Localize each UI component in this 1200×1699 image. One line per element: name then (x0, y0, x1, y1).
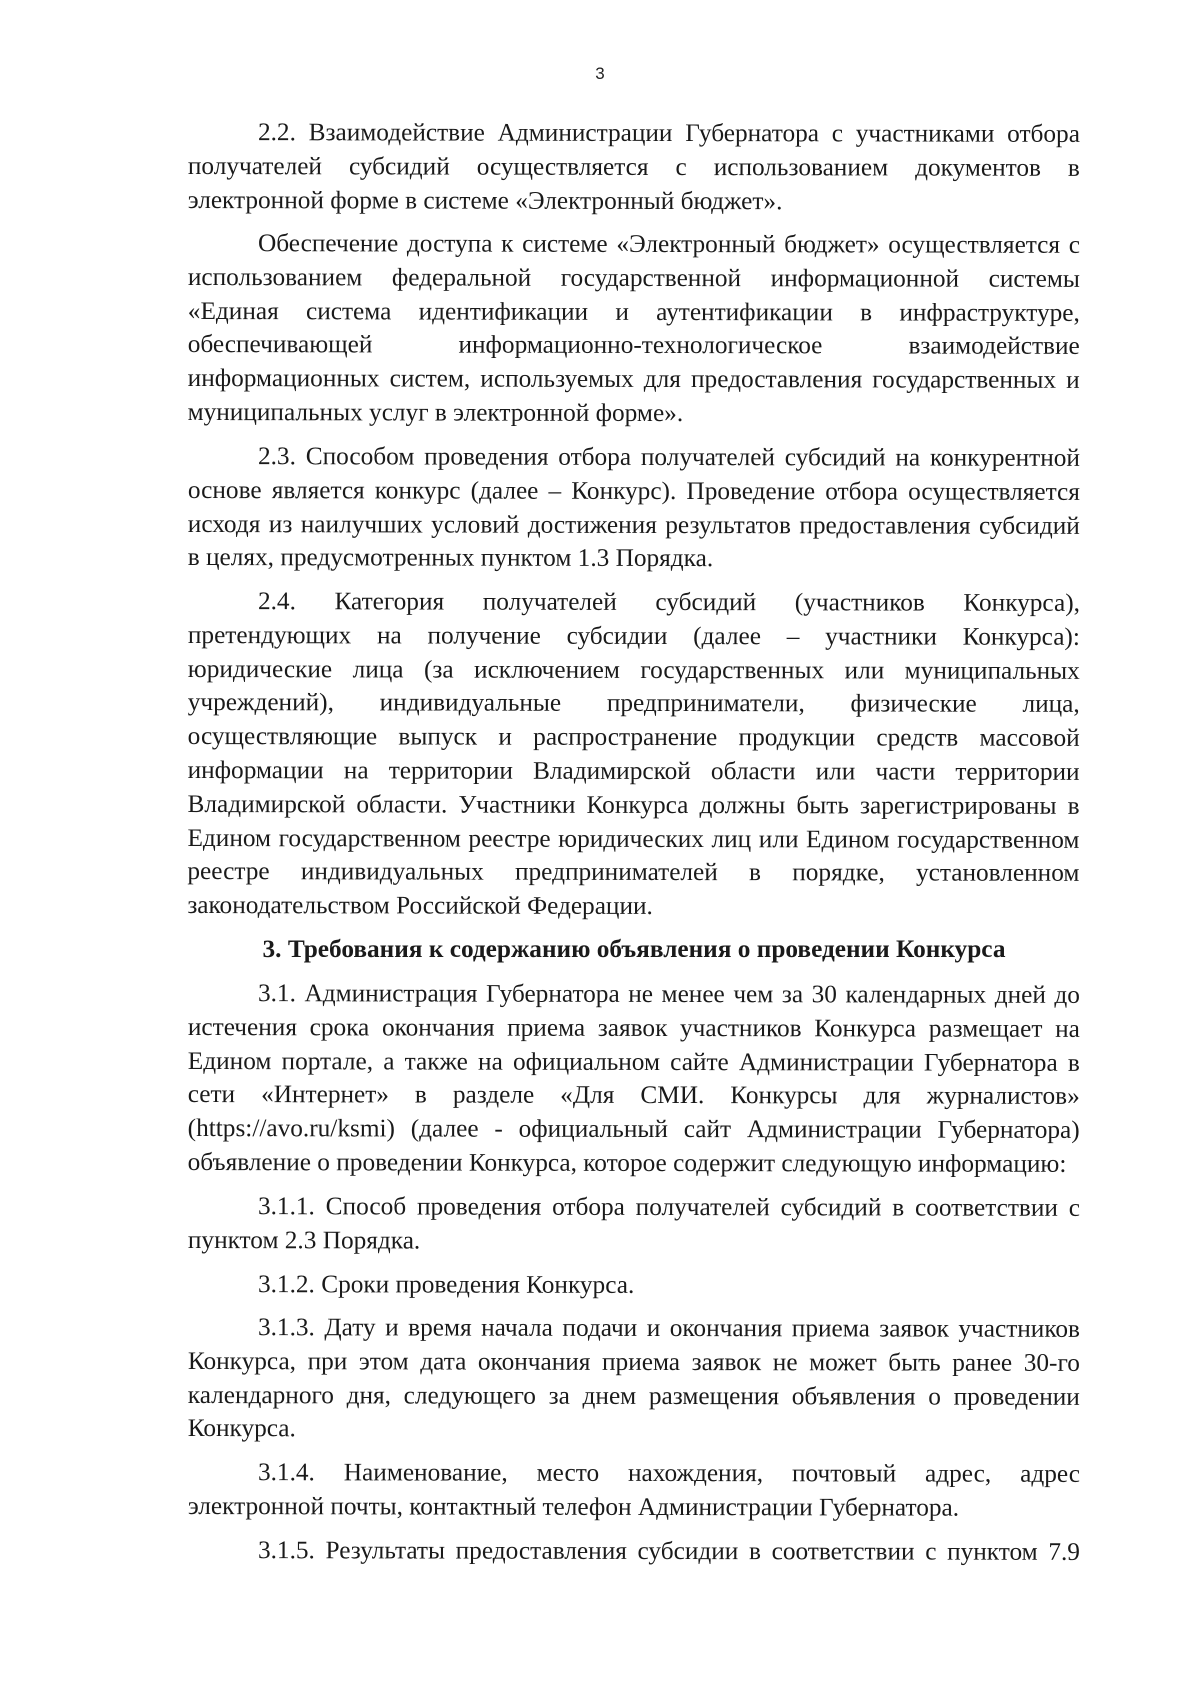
paragraph-3-1: 3.1. Администрация Губернатора не менее чем за 30 календарных дней до истечения срока окончания приема заявок участников Конкурса размещает на Едином портале, а также на официальном сайте Администрации Губернатора в сети «Интернет» в разделе «Для СМИ. Конкурсы для журналистов» (https://avo.ru/ksmi) (далее - официальный сайт Администрации Губернатора) объявление о проведении Конкурса, которое содержит следующую информацию: (187, 979, 1080, 1178)
paragraph-2-4: 2.4. Категория получателей субсидий (участников Конкурса), претендующих на получение субсидии (далее – участники Конкурса): юридические лица (за исключением государственных или муниципальных учреждений), индивидуальные предприниматели, физические лица, осуществляющие выпуск и распространение продукции средств массовой информации на территории Владимирской области или части территории Владимирской области. Участники Конкурса должны быть зарегистрированы в Едином государственном реестре юридических лиц или Едином государственном реестре индивидуальных предпринимателей в порядке, установленном законодательством Российской Федерации. (187, 587, 1080, 921)
paragraph-3-1-2: 3.1.2. Сроки проведения Конкурса. (257, 1269, 635, 1299)
paragraph-3-1-5: 3.1.5. Результаты предоставления субсидии в соответствии с пунктом 7.9 (257, 1536, 1080, 1566)
paragraph-3-1-1: 3.1.1. Способ проведения отбора получателей субсидий в соответствии с пунктом 2.3 Порядка. (187, 1192, 1080, 1255)
paragraph-2-2: 2.2. Взаимодействие Администрации Губернатора с участниками отбора получателей субсидий осуществляется с использованием документов в электронной форме в системе «Электронный бюджет». (187, 118, 1080, 215)
paragraph-3-1-4: 3.1.4. Наименование, место нахождения, почтовый адрес, адрес электронной почты, контактный телефон Администрации Губернатора. (187, 1458, 1080, 1522)
paragraph-3-1-3: 3.1.3. Дату и время начала подачи и окончания приема заявок участников Конкурса, при этом дата окончания приема заявок не может быть ранее 30-го календарного дня, следующего за днем размещения объявления о проведении Конкурса. (187, 1313, 1080, 1443)
document-body (188, 116, 1080, 1578)
section-heading-3: 3. Требования к содержанию объявления о проведении Конкурса (262, 935, 1006, 964)
paragraph-2-3: 2.3. Способом проведения отбора получателей субсидий на конкурентной основе является конкурс (далее – Конкурс). Проведение отбора осуществляется исходя из наилучших условий достижения результатов предоставления субсидий в целях, предусмотренных пунктом 1.3 Порядка. (187, 442, 1080, 573)
paragraph-esia-access: Обеспечение доступа к системе «Электронный бюджет» осуществляется с использованием федеральной государственной информационной системы «Единая система идентификации и аутентификации в инфраструктуре, обеспечивающей информационно-технологическое взаимодействие информационных систем, используемых для предоставления государственных и муниципальных услуг в электронной форме». (187, 229, 1080, 428)
page-number: 3 (595, 64, 605, 83)
